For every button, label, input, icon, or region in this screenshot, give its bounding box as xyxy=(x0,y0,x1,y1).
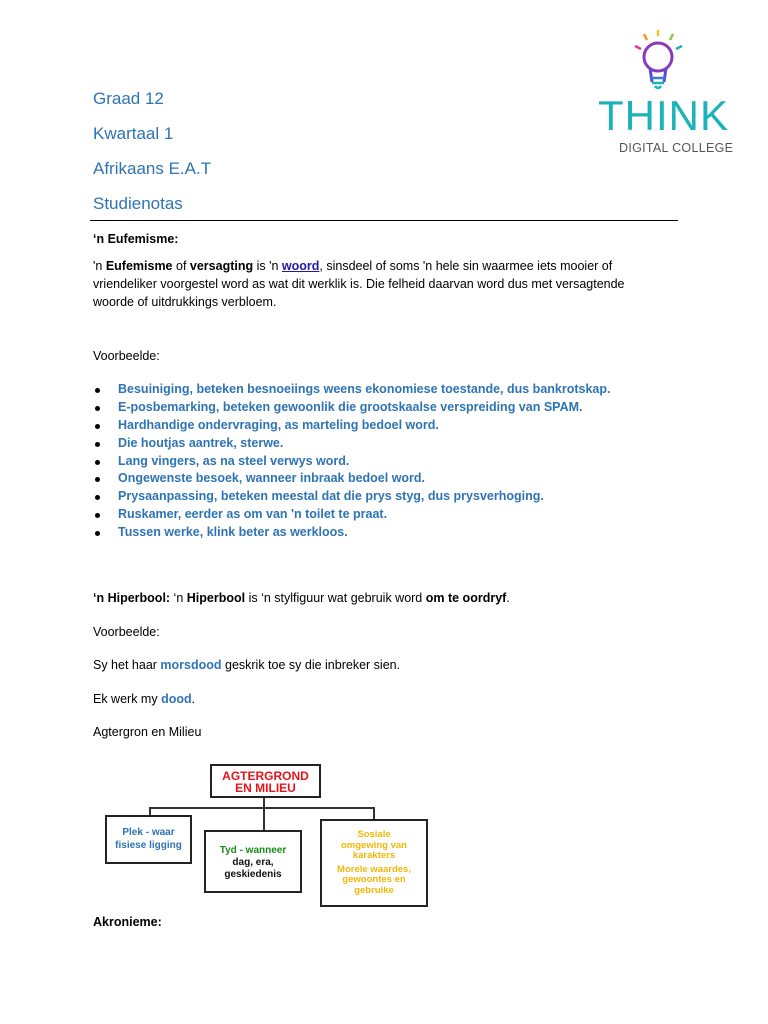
list-item xyxy=(93,506,611,524)
notes-heading: Studienotas xyxy=(93,194,183,213)
bullet-icon xyxy=(95,460,100,465)
euphemism-definition-line-3: woorde of uitdrukkings verbloem. xyxy=(93,295,277,309)
list-item-text: Ruskamer, eerder as om van 'n toilet te praat. xyxy=(118,507,388,522)
list-item-text: Hardhandige ondervraging, as marteling bedoel word. xyxy=(118,417,439,432)
diagram-social-line: gebruike xyxy=(354,884,394,896)
term-euphemism: Eufemisme xyxy=(105,259,173,273)
list-item xyxy=(93,399,611,417)
diagram-place-line: fisiese ligging xyxy=(115,840,182,851)
text: is 'n xyxy=(253,259,282,273)
list-item xyxy=(93,381,611,399)
diagram-social-line: Sosiale xyxy=(357,829,391,840)
list-item-text: Tussen werke, klink beter as werkloos. xyxy=(118,525,348,540)
list-item xyxy=(93,417,611,435)
term-hiperbool: Hiperbool xyxy=(186,591,246,605)
list-item xyxy=(93,453,611,471)
bullet-icon xyxy=(95,531,100,536)
text: of xyxy=(172,259,190,273)
hyperbole-example-2 xyxy=(93,690,195,708)
connector-line xyxy=(149,807,151,816)
woord-link[interactable]: woord xyxy=(281,259,320,273)
euphemism-heading: ‘n Eufemisme: xyxy=(93,232,179,246)
header-divider xyxy=(90,220,678,221)
text: is ‘n stylfiguur wat gebruik word xyxy=(245,591,426,605)
diagram-social-box xyxy=(320,819,428,907)
hyperbole-example-1 xyxy=(93,656,400,674)
euphemism-definition-line-1 xyxy=(93,257,612,275)
bullet-icon xyxy=(95,406,100,411)
bullet-icon xyxy=(95,442,100,447)
list-item-text: Lang vingers, as na steel verwys word. xyxy=(118,453,350,468)
list-item-text: Die houtjas aantrek, sterwe. xyxy=(118,435,284,450)
diagram-root-box xyxy=(210,764,321,798)
text: . xyxy=(506,591,510,605)
list-item xyxy=(93,470,611,488)
list-item-text: Prysaanpassing, beteken meestal dat die prys styg, dus prysverhoging. xyxy=(118,489,544,504)
bullet-icon xyxy=(95,513,100,518)
bullet-icon xyxy=(95,477,100,482)
text: geskrik toe sy die inbreker sien. xyxy=(221,658,401,672)
list-item-text: E-posbemarking, beteken gewoonlik die grootskaalse verspreiding van SPAM. xyxy=(118,399,583,414)
euphemism-examples-list xyxy=(93,381,611,542)
grade-heading: Graad 12 xyxy=(93,89,164,108)
diagram-social-line: Morele waardes, xyxy=(337,863,411,875)
highlight-word: morsdood xyxy=(160,658,222,672)
text: Sy het haar xyxy=(93,658,161,672)
diagram-social-line: gewoontes en xyxy=(342,874,406,885)
text: , sinsdeel of soms 'n hele sin waarmee iets mooier of xyxy=(319,259,613,273)
diagram-place-box xyxy=(105,815,192,864)
diagram-time-line: dag, era, xyxy=(232,857,274,868)
bullet-icon xyxy=(95,424,100,429)
subject-heading: Afrikaans E.A.T xyxy=(93,159,212,178)
connector-line xyxy=(263,797,265,808)
term-versagting: versagting xyxy=(189,259,254,273)
euphemism-examples-label: Voorbeelde: xyxy=(93,349,160,363)
bullet-icon xyxy=(95,388,100,393)
euphemism-definition-line-2: vriendeliker voorgestel word as wat dit werklik is. Die felheid daarvan word dus met versagtende xyxy=(93,277,625,291)
diagram-root-line: AGTERGROND xyxy=(222,769,309,783)
list-item-text: Besuiniging, beteken besnoeiings weens ekonomiese toestande, dus bankrotskap. xyxy=(118,382,611,396)
highlight-word: dood xyxy=(161,692,192,706)
hyperbole-definition xyxy=(93,589,510,607)
diagram-root-line: EN MILIEU xyxy=(235,781,296,795)
text: Ek werk my xyxy=(93,692,162,706)
logo-wordmark: THINK xyxy=(598,92,729,139)
setting-label: Agtergron en Milieu xyxy=(93,725,202,739)
diagram-place-line: Plek - waar xyxy=(122,827,175,838)
bullet-icon xyxy=(95,495,100,500)
list-item xyxy=(93,435,611,453)
text: ‘n xyxy=(170,591,187,605)
acronyms-heading: Akronieme: xyxy=(93,915,162,929)
term-heading: Kwartaal 1 xyxy=(93,124,174,143)
diagram-social-line: karakters xyxy=(352,850,396,861)
connector-line xyxy=(373,807,375,820)
list-item xyxy=(93,488,611,506)
diagram-time-line: geskiedenis xyxy=(224,869,282,880)
logo-tagline: DIGITAL COLLEGE xyxy=(619,141,734,155)
hyperbole-heading: ‘n Hiperbool: xyxy=(93,591,171,605)
list-item xyxy=(93,524,611,542)
connector-line xyxy=(263,807,265,831)
hyperbole-examples-label: Voorbeelde: xyxy=(93,625,160,639)
diagram-time-box xyxy=(204,830,302,893)
connector-line xyxy=(149,807,375,809)
term-oordryf: om te oordryf xyxy=(425,591,507,605)
diagram-time-title: Tyd - wanneer xyxy=(219,845,287,856)
text: . xyxy=(191,692,196,706)
list-item-text: Ongewenste besoek, wanneer inbraak bedoel word. xyxy=(118,471,426,486)
diagram-social-line: omgewing van xyxy=(341,839,407,851)
text: 'n xyxy=(93,259,106,273)
